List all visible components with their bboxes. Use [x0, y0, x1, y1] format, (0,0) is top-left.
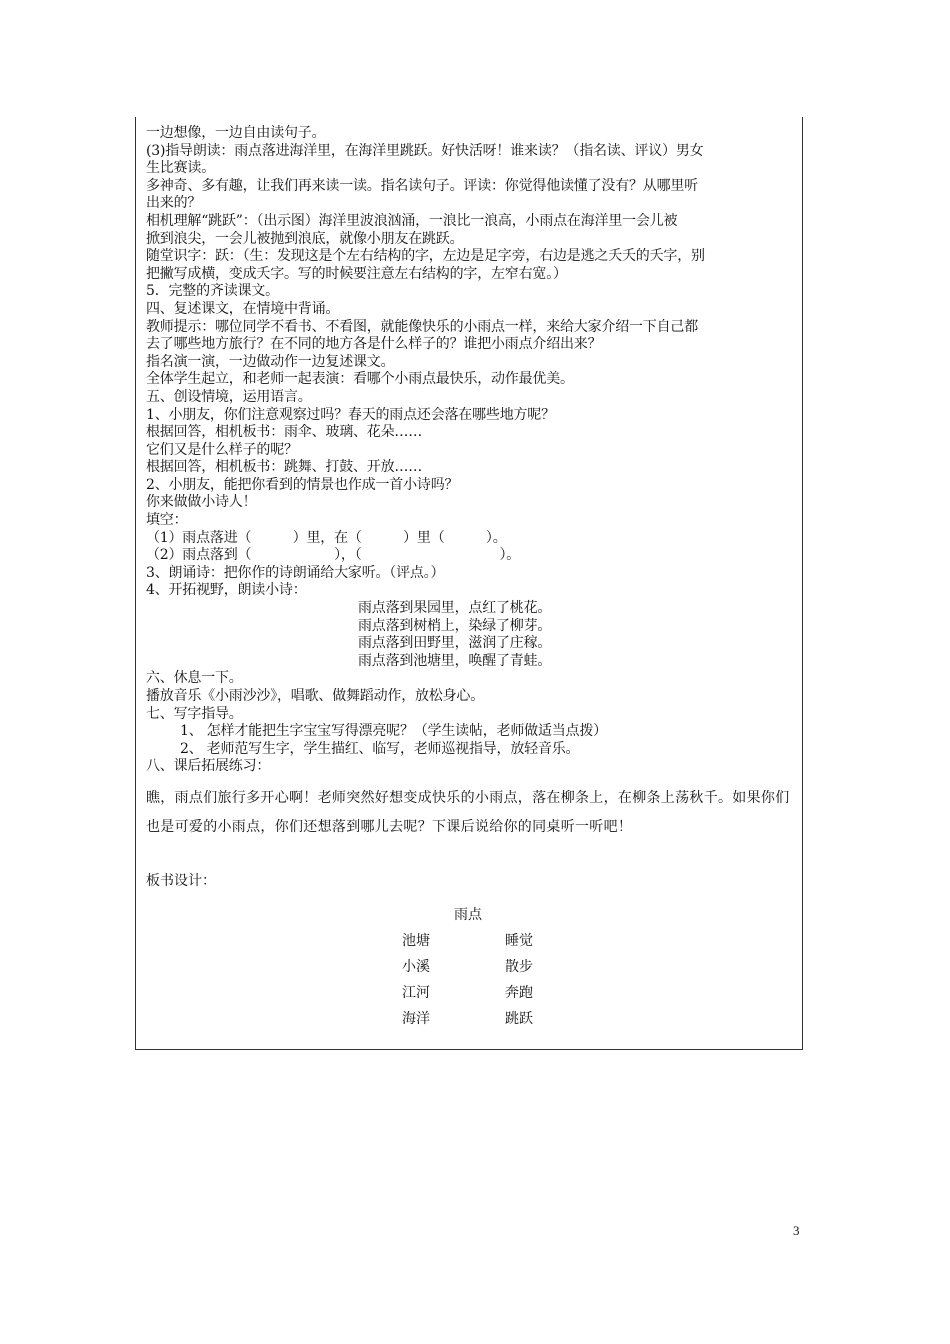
fill-blank-line: （1）雨点落进（ ）里，在（ ）里（ ）。: [146, 529, 507, 546]
extension-paragraph: 瞧，雨点们旅行多开心啊！老师突然好想变成快乐的小雨点，落在柳条上，在柳条上荡秋千。如果你们也是可爱的小雨点，你们还想落到哪儿去呢？下课后说给你的同桌听一听吧！: [146, 789, 790, 835]
poem-line: 雨点落到田野里，滋润了庄稼。: [358, 635, 552, 652]
text-line: 根据回答，相机板书：雨伞、玻璃、花朵……: [146, 424, 422, 441]
text-line: 指名演一演，一边做动作一边复述课文。: [146, 353, 395, 370]
board-place: 海洋: [402, 1010, 430, 1027]
text-line: 2、小朋友，能把你看到的情景也作成一首小诗吗？: [146, 476, 459, 493]
poem-line: 雨点落到池塘里，唤醒了青蛙。: [358, 652, 552, 669]
board-place: 江河: [402, 984, 430, 1001]
board-design-label: 板书设计：: [146, 872, 216, 889]
section-heading: 八、课后拓展练习：: [146, 758, 271, 775]
text-line: 掀到浪尖，一会儿被抛到浪底，就像小朋友在跳跃。: [146, 230, 464, 247]
board-place: 池塘: [402, 932, 430, 949]
text-line: 5．完整的齐读课文。: [146, 283, 279, 300]
section-heading: 五、创设情境，运用语言。: [146, 388, 312, 405]
text-line: 把撇写成横，变成夭字。写的时候要注意左右结构的字，左窄右宽。）: [146, 265, 567, 282]
section-heading: 四、复述课文，在情境中背诵。: [146, 300, 340, 317]
board-action: 奔跑: [505, 984, 533, 1001]
text-line: 随堂识字：跃：（生：发现这是个左右结构的字，左边是足字旁，右边是逃之夭夭的夭字，别: [146, 248, 705, 265]
text-line: 播放音乐《小雨沙沙》，唱歌、做舞蹈动作，放松身心。: [146, 688, 484, 704]
text-line: 相机理解“跳跃”：（出示图）海洋里波浪汹涌，一浪比一浪高，小雨点在海洋里一会儿被: [146, 212, 678, 229]
page-number: 3: [793, 1223, 800, 1238]
lesson-lines-mid: [146, 670, 798, 776]
text-line: 你来做做小诗人！: [146, 494, 257, 511]
board-action: 睡觉: [505, 932, 533, 949]
text-line: 根据回答，相机板书：跳舞、打鼓、开放……: [146, 459, 422, 476]
text-line: 多神奇、多有趣，让我们再来读一读。指名读句子。评读：你觉得他读懂了没有？从哪里听: [146, 177, 698, 194]
writing-step: 1、 怎样才能把生字宝宝写得漂亮呢？（学生读帖，老师做适当点拨）: [180, 723, 607, 740]
poem-block: [146, 600, 798, 670]
text-line: (3)指导朗读：雨点落进海洋里，在海洋里跳跃。好快活呀！谁来读？（指名读、评议）男女: [146, 142, 704, 159]
lesson-table-cell: [135, 117, 803, 1050]
text-line: 一边想像，一边自由读句子。: [146, 125, 326, 141]
text-line: 去了哪些地方旅行？在不同的地方各是什么样子的？谁把小雨点介绍出来？: [146, 336, 602, 353]
text-line: 它们又是什么样子的呢？: [146, 441, 298, 458]
text-line: 出来的？: [146, 195, 202, 212]
text-line: 填空：: [146, 512, 188, 529]
board-action: 跳跃: [505, 1010, 533, 1027]
fill-blank-line: （2）雨点落到（ ），（ ）。: [146, 547, 521, 564]
text-line: 1、小朋友，你们注意观察过吗？春天的雨点还会落在哪些地方呢？: [146, 406, 555, 423]
poem-line: 雨点落到树梢上，染绿了柳芽。: [358, 617, 552, 634]
text-line: 教师提示：哪位同学不看书、不看图，就能像快乐的小雨点一样，来给大家介绍一下自己都: [146, 318, 698, 335]
board-design: [146, 890, 798, 1040]
text-line: 生比赛读。: [146, 160, 215, 177]
board-title: 雨点: [454, 906, 482, 923]
writing-step: 2、 老师范写生字，学生描红、临写，老师巡视指导，放轻音乐。: [180, 740, 580, 757]
lesson-lines-top: [146, 125, 798, 600]
section-heading: 七、写字指导。: [146, 705, 243, 722]
lesson-content: [146, 125, 798, 1040]
board-action: 散步: [505, 958, 533, 975]
text-line: 全体学生起立，和老师一起表演：看哪个小雨点最快乐，动作最优美。: [146, 371, 574, 388]
text-line: 4、开拓视野，朗读小诗：: [146, 582, 307, 599]
board-place: 小溪: [402, 958, 430, 975]
poem-line: 雨点落到果园里，点红了桃花。: [358, 600, 552, 617]
section-heading: 六、休息一下。: [146, 670, 243, 687]
text-line: 3、朗诵诗：把你作的诗朗诵给大家听。（评点。）: [146, 564, 445, 581]
